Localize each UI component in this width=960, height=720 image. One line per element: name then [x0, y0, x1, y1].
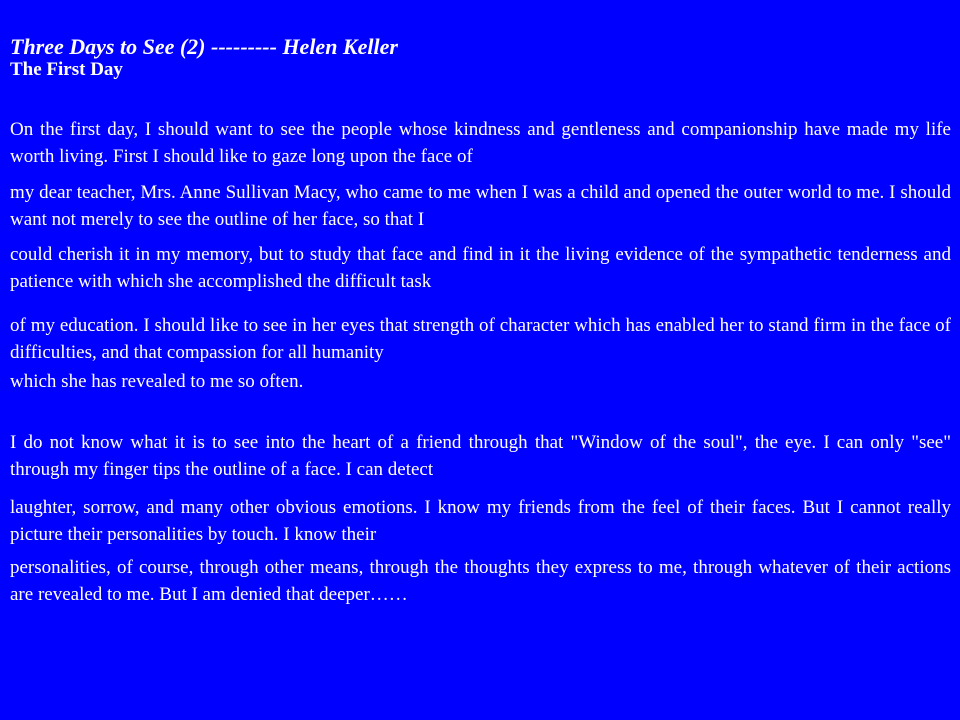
paragraph-8: personalities, of course, through other means, through the thoughts they express to me, through whatever of their actions are revealed to me. But I am denied that deeper……	[10, 557, 951, 605]
paragraph-7: laughter, sorrow, and many other obvious emotions. I know my friends from the feel of their faces. But I cannot really picture their personalities by touch. I know their	[10, 497, 951, 545]
paragraph-4: of my education. I should like to see in her eyes that strength of character which has enabled her to stand firm in the face of difficulties, and that compassion for all humanity	[10, 315, 951, 363]
section-heading: The First Day	[10, 59, 123, 80]
paragraph-3: could cherish it in my memory, but to study that face and find in it the living evidence of the sympathetic tenderness and patience with which she accomplished the difficult task	[10, 244, 951, 292]
paragraph-1: On the first day, I should want to see the people whose kindness and gentleness and companionship have made my life worth living. First I should like to gaze long upon the face of	[10, 119, 951, 167]
paragraph-6: I do not know what it is to see into the heart of a friend through that "Window of the soul", the eye. I can only "see" through my finger tips the outline of a face. I can detect	[10, 432, 951, 480]
paragraph-5: which she has revealed to me so often.	[10, 371, 304, 392]
paragraph-2: my dear teacher, Mrs. Anne Sullivan Macy, who came to me when I was a child and opened the outer world to me. I should want not merely to see the outline of her face, so that I	[10, 182, 951, 230]
slide-title: Three Days to See (2) --------- Helen Keller	[10, 34, 398, 59]
